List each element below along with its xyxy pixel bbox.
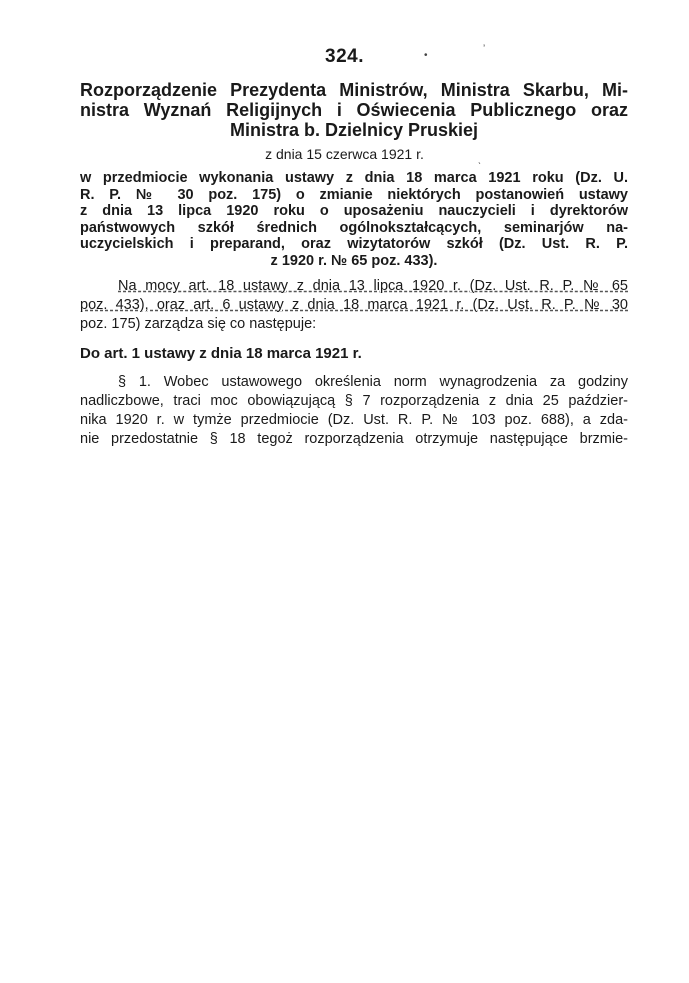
paragraph-line: nie przedostatnie § 18 tegoż rozporządzenia otrzymuje następujące brzmie- (80, 431, 628, 447)
legal-basis-paragraph (80, 277, 628, 334)
basis-line: poz. 175) zarządza się co następuje: (80, 316, 317, 332)
subject-line: z dnia 13 lipca 1920 roku o uposażeniu nauczycieli i dyrektorów (80, 203, 628, 219)
paragraph-line: nadliczbowe, traci moc obowiązującą § 7 rozporządzenia z dnia 25 paździer- (80, 393, 628, 409)
subject-line: państwowych szkół średnich ogólnokształcących, seminarjów na- (80, 219, 628, 236)
subject-line: R. P. № 30 poz. 175) o zmianie niektórych postanowień ustawy (80, 186, 628, 203)
paragraph-line: nika 1920 r. w tymże przedmiocie (Dz. Ust. R. P. № 103 poz. 688), a zda- (80, 412, 628, 428)
document-subject (80, 170, 628, 269)
paragraph-line: § 1. Wobec ustawowego określenia norm wynagrodzenia za godziny (118, 374, 628, 390)
section-heading: Do art. 1 ustawy z dnia 18 marca 1921 r. (80, 345, 362, 362)
title-line: Ministra b. Dzielnicy Pruskiej (229, 120, 479, 140)
page-number: 324. (325, 46, 364, 67)
paragraph-1 (80, 373, 628, 449)
title-line: nistra Wyznań Religijnych i Oświecenia Publicznego oraz (80, 100, 628, 120)
subject-line: uczycielskich i preparand, oraz wizytatorów szkół (Dz. Ust. R. P. (80, 236, 628, 252)
document-title (80, 80, 628, 140)
document-date: z dnia 15 czerwca 1921 r. (265, 146, 424, 162)
pencil-mark: ʼ (483, 44, 486, 55)
subject-line: z 1920 r. № 65 poz. 433). (270, 252, 438, 269)
subject-line: w przedmiocie wykonania ustawy z dnia 18 marca 1921 roku (Dz. U. (80, 170, 628, 186)
basis-line: Na mocy art. 18 ustawy z dnia 13 lipca 1920 r. (Dz. Ust. R. P. № 65 (118, 278, 628, 294)
title-line: Rozporządzenie Prezydenta Ministrów, Ministra Skarbu, Mi- (80, 80, 628, 100)
ink-speck: • (424, 50, 428, 61)
pencil-mark: ˎ (478, 154, 482, 165)
basis-line: poz. 433), oraz art. 6 ustawy z dnia 18 marca 1921 r. (Dz. Ust. R. P. № 30 (80, 297, 628, 313)
